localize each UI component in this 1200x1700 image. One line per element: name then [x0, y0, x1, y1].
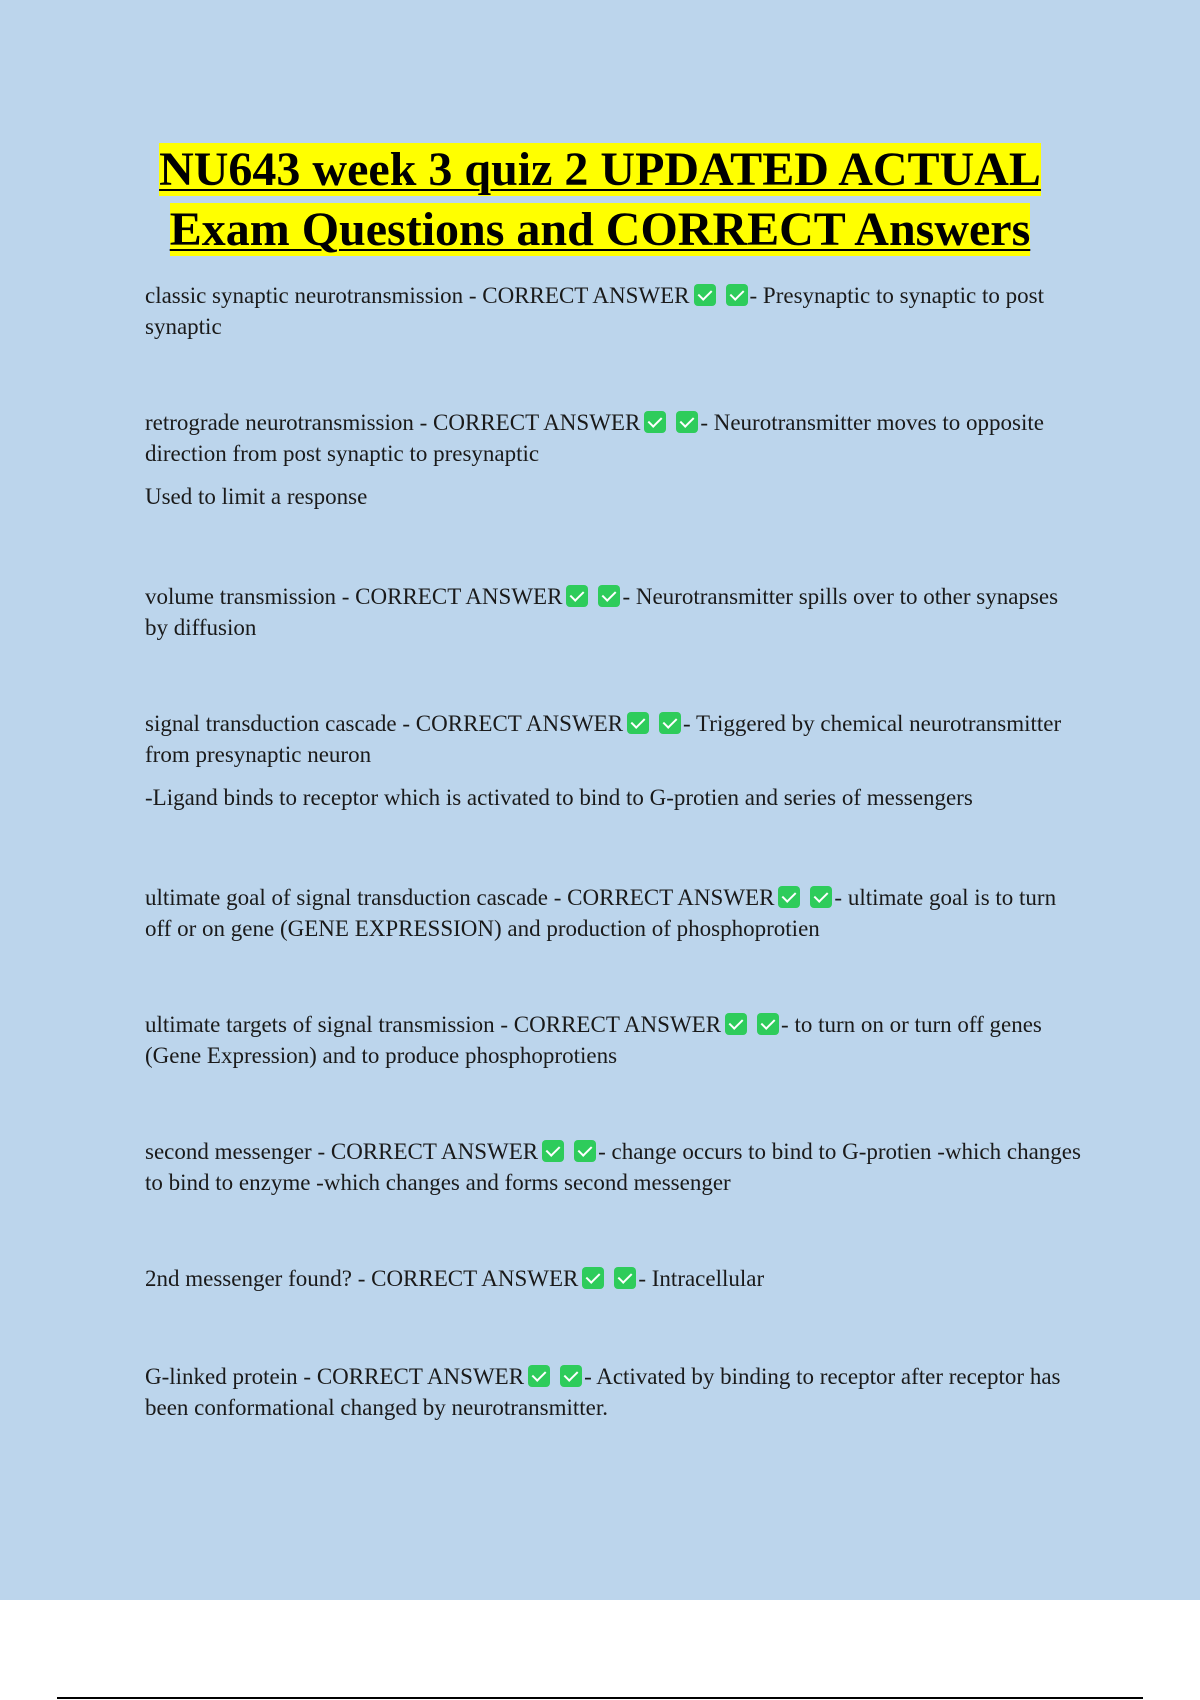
qa-text [145, 882, 1085, 944]
qa-item [145, 882, 1085, 944]
qa-item [145, 280, 1085, 342]
title-block [0, 140, 1200, 260]
green-checkbox-icon [676, 411, 698, 433]
qa-text [145, 1136, 1085, 1198]
answer-text: - change occurs to bind to G-protien -which changes to bind to enzyme -which changes and forms second messenger [145, 1139, 1081, 1195]
qa-text [145, 1009, 1085, 1071]
green-checkbox-icon [528, 1365, 550, 1387]
question-text: retrograde neurotransmission - CORRECT ANSWER [145, 410, 641, 435]
green-checkbox-icon [560, 1365, 582, 1387]
question-text: signal transduction cascade - CORRECT ANSWER [145, 711, 624, 736]
answer-text: - Intracellular [638, 1266, 765, 1291]
green-checkbox-icon [644, 411, 666, 433]
qa-text [145, 581, 1085, 643]
green-checkbox-icon [574, 1140, 596, 1162]
qa-text [145, 407, 1085, 469]
question-text: ultimate targets of signal transmission - CORRECT ANSWER [145, 1012, 722, 1037]
question-text: G-linked protein - CORRECT ANSWER [145, 1364, 525, 1389]
qa-item [145, 708, 1085, 813]
answer-note: Used to limit a response [145, 484, 368, 509]
green-checkbox-icon [778, 886, 800, 908]
question-text: volume transmission - CORRECT ANSWER [145, 584, 563, 609]
green-checkbox-icon [598, 585, 620, 607]
green-checkbox-icon [542, 1140, 564, 1162]
green-checkbox-icon [725, 1013, 747, 1035]
qa-item [145, 1009, 1085, 1071]
answer-text: - Neurotransmitter moves to opposite direction from post synaptic to presynaptic [145, 410, 1044, 466]
green-checkbox-icon [810, 886, 832, 908]
answer-text: - Triggered by chemical neurotransmitter from presynaptic neuron [145, 711, 1062, 767]
qa-text [145, 1263, 1085, 1294]
answer-text: - Neurotransmitter spills over to other synapses by diffusion [145, 584, 1059, 640]
green-checkbox-icon [726, 284, 748, 306]
qa-item [145, 1136, 1085, 1198]
green-checkbox-icon [694, 284, 716, 306]
green-checkbox-icon [582, 1267, 604, 1289]
title-line-2: Exam Questions and CORRECT Answers [169, 203, 1031, 256]
question-text: ultimate goal of signal transduction cascade - CORRECT ANSWER [145, 885, 775, 910]
qa-item [145, 581, 1085, 643]
answer-text: - Activated by binding to receptor after receptor has been conformational changed by neurotransmitter. [145, 1364, 1061, 1420]
qa-text [145, 280, 1085, 342]
title-line-1: NU643 week 3 quiz 2 UPDATED ACTUAL [159, 143, 1041, 196]
qa-text [145, 1361, 1085, 1423]
page-divider [57, 1697, 1143, 1699]
answer-text: - to turn on or turn off genes (Gene Expression) and to produce phosphoprotiens [145, 1012, 1042, 1068]
question-text: classic synaptic neurotransmission - CORRECT ANSWER [145, 283, 690, 308]
qa-text [145, 708, 1085, 770]
green-checkbox-icon [757, 1013, 779, 1035]
green-checkbox-icon [566, 585, 588, 607]
answer-text: - ultimate goal is to turn off or on gene (GENE EXPRESSION) and production of phosphoprotien [145, 885, 1057, 941]
question-text: second messenger - CORRECT ANSWER [145, 1139, 539, 1164]
green-checkbox-icon [614, 1267, 636, 1289]
qa-item [145, 1263, 1085, 1294]
green-checkbox-icon [659, 712, 681, 734]
qa-item [145, 1361, 1085, 1423]
answer-text: - Presynaptic to synaptic to post synaptic [145, 283, 1045, 339]
question-text: 2nd messenger found? - CORRECT ANSWER [145, 1266, 579, 1291]
green-checkbox-icon [627, 712, 649, 734]
qa-item [145, 407, 1085, 512]
document-title [159, 140, 1041, 260]
answer-note: -Ligand binds to receptor which is activated to bind to G-protien and series of messengers [145, 785, 973, 810]
